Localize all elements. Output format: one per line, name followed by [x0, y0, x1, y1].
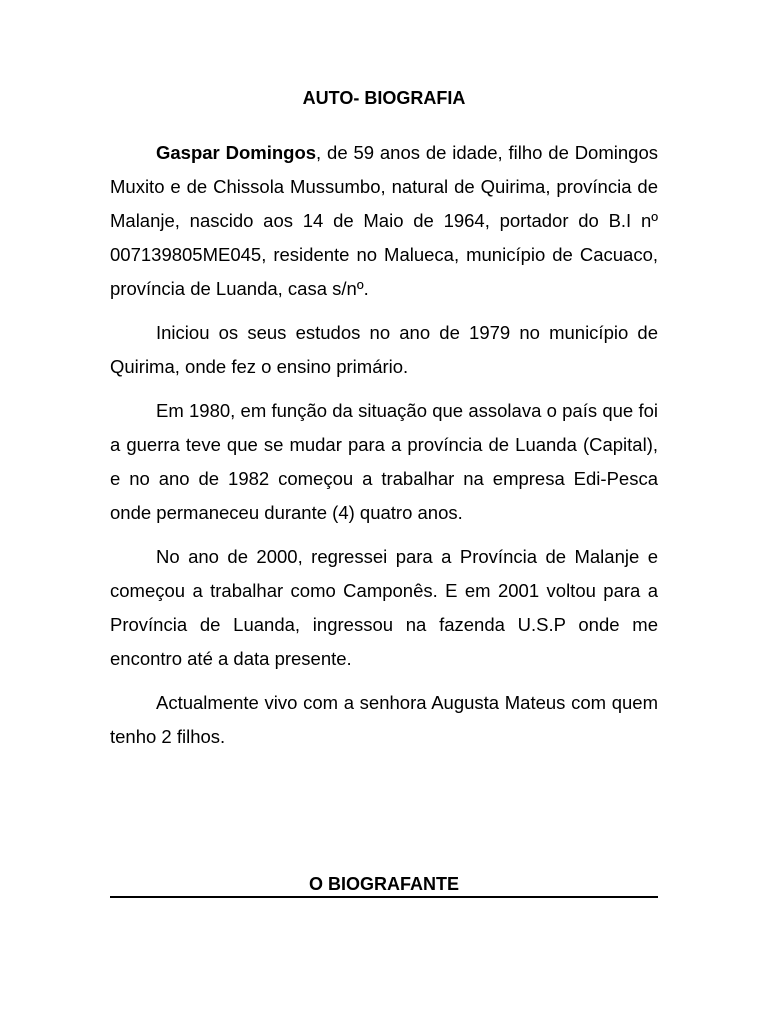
paragraph-studies: Iniciou os seus estudos no ano de 1979 no município de Quirima, onde fez o ensino primário. — [110, 322, 658, 377]
paragraph-identity-text: , de 59 anos de idade, filho de Domingos Muxito e de Chissola Mussumbo, natural de Quirima, província de Malanje, nascido aos 14 de Maio de 1964, portador do B.I nº 007139805ME045, residente no Malueca, município de Cacuaco, província de Luanda, casa s/nº. — [110, 142, 658, 299]
document-title: AUTO- BIOGRAFIA — [302, 88, 466, 108]
paragraph-family: Actualmente vivo com a senhora Augusta Mateus com quem tenho 2 filhos. — [110, 692, 658, 747]
paragraph-move-luanda: Em 1980, em função da situação que assolava o país que foi a guerra teve que se mudar para a província de Luanda (Capital), e no ano de 1982 começou a trabalhar na empresa Edi-Pesca onde permaneceu durante (4) quatro anos. — [110, 400, 658, 523]
person-name: Gaspar Domingos — [156, 142, 317, 163]
signature-line — [110, 896, 658, 898]
document-body — [110, 136, 658, 764]
paragraph-return-malanje: No ano de 2000, regressei para a Província de Malanje e começou a trabalhar como Camponês. E em 2001 voltou para a Província de Luanda, ingressou na fazenda U.S.P onde me encontro até a data presente. — [110, 546, 658, 669]
paragraph-identity — [110, 136, 658, 306]
signature-label: O BIOGRAFANTE — [308, 874, 459, 894]
